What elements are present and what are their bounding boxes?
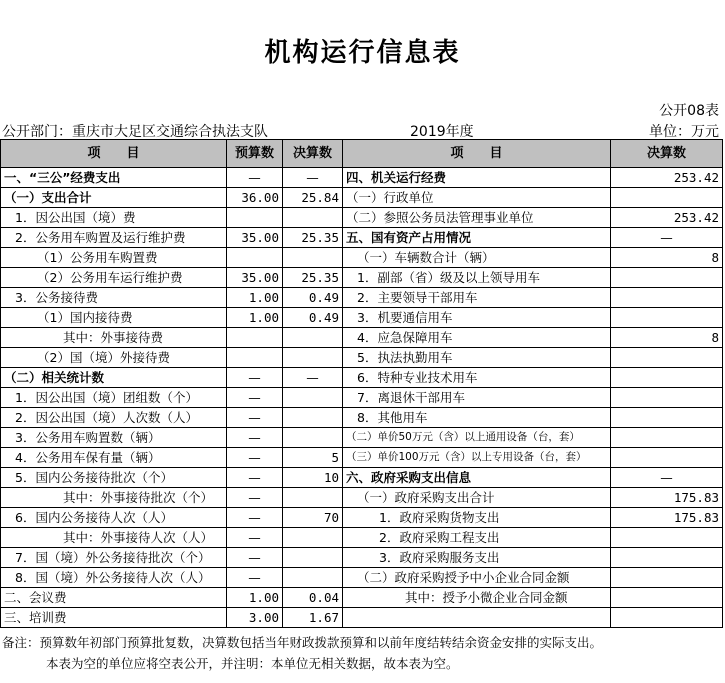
table-row	[1, 168, 723, 188]
row-label: 3．公务接待费	[1, 288, 227, 308]
budget-cell	[227, 328, 283, 348]
table-row	[1, 368, 723, 388]
budget-cell: 3.00	[227, 608, 283, 628]
final-cell: 0.49	[283, 308, 343, 328]
right-value: 253.42	[611, 208, 723, 228]
info-table	[0, 139, 723, 628]
final-cell	[283, 528, 343, 548]
budget-cell: 35.00	[227, 268, 283, 288]
budget-cell: —	[227, 448, 283, 468]
table-row	[1, 548, 723, 568]
header-row	[1, 140, 723, 168]
row-label: 1．因公出国（境）费	[1, 208, 227, 228]
final-cell	[283, 488, 343, 508]
right-value	[611, 388, 723, 408]
table-row	[1, 408, 723, 428]
right-value	[611, 368, 723, 388]
budget-cell: —	[227, 408, 283, 428]
right-value: 253.42	[611, 168, 723, 188]
right-label: 4．应急保障用车	[343, 328, 611, 348]
budget-cell: 1.00	[227, 308, 283, 328]
budget-cell: —	[227, 468, 283, 488]
right-label: （一）车辆数合计（辆）	[343, 248, 611, 268]
right-label: 3．机要通信用车	[343, 308, 611, 328]
right-label: 8．其他用车	[343, 408, 611, 428]
table-row	[1, 248, 723, 268]
right-value	[611, 408, 723, 428]
right-value	[611, 568, 723, 588]
final-cell: 25.35	[283, 228, 343, 248]
final-cell	[283, 408, 343, 428]
row-label: 一、“三公”经费支出	[1, 168, 227, 188]
table-row	[1, 268, 723, 288]
row-label: 2．公务用车购置及运行维护费	[1, 228, 227, 248]
final-cell	[283, 548, 343, 568]
final-cell: 25.35	[283, 268, 343, 288]
right-value: —	[611, 228, 723, 248]
budget-cell	[227, 248, 283, 268]
right-label: 7．离退休干部用车	[343, 388, 611, 408]
budget-cell	[227, 348, 283, 368]
final-cell	[283, 248, 343, 268]
row-label: 6．国内公务接待人次（人）	[1, 508, 227, 528]
unit-label: 单位：万元	[649, 124, 719, 140]
department-label: 公开部门：重庆市大足区交通综合执法支队	[2, 124, 268, 140]
right-label: 6．特种专业技术用车	[343, 368, 611, 388]
budget-cell: —	[227, 548, 283, 568]
budget-cell: —	[227, 568, 283, 588]
table-row	[1, 468, 723, 488]
final-cell: —	[283, 368, 343, 388]
right-label: （二）单价50万元（含）以上通用设备（台，套）	[343, 428, 611, 448]
budget-cell: —	[227, 488, 283, 508]
row-label: 其中：外事接待批次（个）	[1, 488, 227, 508]
right-value	[611, 188, 723, 208]
right-value: 8	[611, 328, 723, 348]
right-label: （二）参照公务员法管理事业单位	[343, 208, 611, 228]
right-value	[611, 308, 723, 328]
header-item-right: 项 目	[343, 140, 611, 168]
row-label: （二）相关统计数	[1, 368, 227, 388]
budget-cell: —	[227, 428, 283, 448]
row-label: （1）国内接待费	[1, 308, 227, 328]
right-label: 五、国有资产占用情况	[343, 228, 611, 248]
final-cell	[283, 428, 343, 448]
budget-cell: —	[227, 388, 283, 408]
right-value	[611, 288, 723, 308]
table-row	[1, 508, 723, 528]
right-value: 175.83	[611, 488, 723, 508]
table-row	[1, 608, 723, 628]
row-label: 二、会议费	[1, 588, 227, 608]
table-row	[1, 568, 723, 588]
row-label: （一）支出合计	[1, 188, 227, 208]
right-label: 2．主要领导干部用车	[343, 288, 611, 308]
right-value: 8	[611, 248, 723, 268]
row-label: （2）公务用车运行维护费	[1, 268, 227, 288]
right-label: 六、政府采购支出信息	[343, 468, 611, 488]
budget-cell	[227, 208, 283, 228]
budget-cell: —	[227, 368, 283, 388]
row-label: 5．国内公务接待批次（个）	[1, 468, 227, 488]
right-label: （一）政府采购支出合计	[343, 488, 611, 508]
right-label: 3．政府采购服务支出	[343, 548, 611, 568]
right-value	[611, 448, 723, 468]
row-label: 其中：外事接待费	[1, 328, 227, 348]
row-label: 8．国（境）外公务接待人次（人）	[1, 568, 227, 588]
final-cell: 70	[283, 508, 343, 528]
row-label: 7．国（境）外公务接待批次（个）	[1, 548, 227, 568]
right-value	[611, 428, 723, 448]
row-label: 三、培训费	[1, 608, 227, 628]
row-label: （1）公务用车购置费	[1, 248, 227, 268]
final-cell: —	[283, 168, 343, 188]
final-cell: 0.04	[283, 588, 343, 608]
table-row	[1, 528, 723, 548]
row-label: 其中：外事接待人次（人）	[1, 528, 227, 548]
right-label: 1．副部（省）级及以上领导用车	[343, 268, 611, 288]
header-final-left: 决算数	[283, 140, 343, 168]
budget-cell: 1.00	[227, 288, 283, 308]
table-row	[1, 228, 723, 248]
row-label: 1．因公出国（境）团组数（个）	[1, 388, 227, 408]
right-value	[611, 548, 723, 568]
right-value	[611, 268, 723, 288]
right-value	[611, 608, 723, 628]
right-label: 其中：授予小微企业合同金额	[343, 588, 611, 608]
header-budget: 预算数	[227, 140, 283, 168]
table-row	[1, 428, 723, 448]
table-row	[1, 308, 723, 328]
row-label: 4．公务用车保有量（辆）	[1, 448, 227, 468]
right-value: —	[611, 468, 723, 488]
right-label: 四、机关运行经费	[343, 168, 611, 188]
row-label: 3．公务用车购置数（辆）	[1, 428, 227, 448]
final-cell: 25.84	[283, 188, 343, 208]
final-cell	[283, 328, 343, 348]
right-label: （二）政府采购授予中小企业合同金额	[343, 568, 611, 588]
final-cell: 0.49	[283, 288, 343, 308]
table-row	[1, 488, 723, 508]
table-row	[1, 188, 723, 208]
budget-cell: —	[227, 528, 283, 548]
row-label: （2）国（境）外接待费	[1, 348, 227, 368]
final-cell	[283, 348, 343, 368]
budget-cell: 36.00	[227, 188, 283, 208]
budget-cell: —	[227, 508, 283, 528]
final-cell	[283, 208, 343, 228]
table-row	[1, 288, 723, 308]
right-label: （三）单价100万元（含）以上专用设备（台，套）	[343, 448, 611, 468]
note-line-2: 本表为空的单位应将空表公开，并注明：本单位无相关数据，故本表为空。	[46, 656, 459, 671]
final-cell: 5	[283, 448, 343, 468]
page-title: 机构运行信息表	[264, 38, 461, 68]
table-row	[1, 588, 723, 608]
header-item-left: 项 目	[1, 140, 227, 168]
budget-cell: 1.00	[227, 588, 283, 608]
final-cell: 1.67	[283, 608, 343, 628]
right-value	[611, 348, 723, 368]
right-label: 2．政府采购工程支出	[343, 528, 611, 548]
table-row	[1, 448, 723, 468]
form-number: 公开08表	[659, 103, 719, 119]
right-label: 5．执法执勤用车	[343, 348, 611, 368]
budget-cell: —	[227, 168, 283, 188]
table-row	[1, 208, 723, 228]
right-label: 1．政府采购货物支出	[343, 508, 611, 528]
table-row	[1, 388, 723, 408]
table-row	[1, 328, 723, 348]
budget-cell: 35.00	[227, 228, 283, 248]
note-line-1: 备注：预算数年初部门预算批复数，决算数包括当年财政拨款预算和以前年度结转结余资金安排的实际支出。	[2, 635, 603, 650]
final-cell: 10	[283, 468, 343, 488]
final-cell	[283, 568, 343, 588]
right-label	[343, 608, 611, 628]
right-label: （一）行政单位	[343, 188, 611, 208]
fiscal-year: 2019年度	[410, 124, 474, 140]
row-label: 2．因公出国（境）人次数（人）	[1, 408, 227, 428]
table-row	[1, 348, 723, 368]
right-value	[611, 588, 723, 608]
right-value	[611, 528, 723, 548]
header-final-right: 决算数	[611, 140, 723, 168]
right-value: 175.83	[611, 508, 723, 528]
final-cell	[283, 388, 343, 408]
